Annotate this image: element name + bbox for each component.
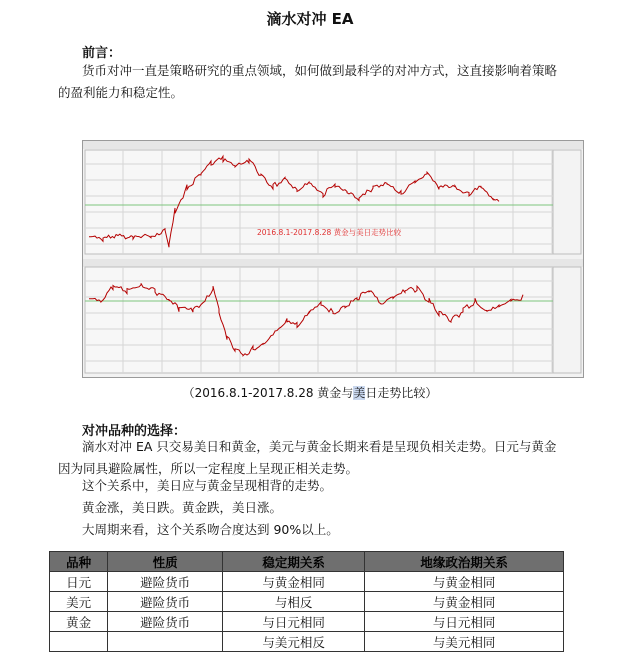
section-heading-preface: 前言： (82, 46, 122, 61)
cell-geopolitical: 与美元相同 (365, 632, 564, 652)
chart-overlay-label: 2016.8.1-2017.8.28 黄金与美日走势比较 (257, 228, 402, 237)
table-row (50, 572, 564, 592)
relationship-table (49, 551, 564, 652)
cell-stable: 与日元相同 (222, 612, 365, 632)
chart-caption (0, 384, 620, 401)
cell-nature: 避险货币 (108, 612, 222, 632)
cell-nature: 避险货币 (108, 572, 222, 592)
caption-prefix: （2016.8.1-2017.8.28 黄金与 (182, 386, 354, 400)
cell-nature (108, 632, 222, 652)
preface-paragraph: 货币对冲一直是策略研究的重点领域，如何做到最科学的对冲方式，这直接影响着策略的盈利能力和稳定性。 (58, 63, 558, 100)
relationship-line-2: 黄金涨，美日跌。黄金跌，美日涨。 (82, 500, 283, 515)
cell-instrument: 美元 (50, 592, 108, 612)
cell-stable: 与相反 (222, 592, 365, 612)
document-title: 滴水对冲 EA (266, 10, 354, 28)
cell-instrument (50, 632, 108, 652)
table-header-row (50, 552, 564, 572)
cell-instrument: 黄金 (50, 612, 108, 632)
table-row (50, 592, 564, 612)
price-comparison-chart-image (82, 140, 584, 378)
table-row (50, 632, 564, 652)
caption-suffix: 日走势比较） (365, 386, 438, 400)
table-row (50, 612, 564, 632)
header-instrument: 品种 (50, 552, 108, 572)
relationship-line-3: 大周期来看，这个关系吻合度达到 90%以上。 (82, 522, 339, 537)
header-nature: 性质 (108, 552, 222, 572)
cell-stable: 与美元相反 (222, 632, 365, 652)
cell-geopolitical: 与日元相同 (365, 612, 564, 632)
instrument-paragraph: 滴水对冲 EA 只交易美日和黄金，美元与黄金长期来看是呈现负相关走势。日元与黄金因为同具避险属性，所以一定程度上呈现正相关走势。 (58, 439, 557, 476)
header-stable-period: 稳定期关系 (222, 552, 365, 572)
cell-instrument: 日元 (50, 572, 108, 592)
header-geopolitical-period: 地缘政治期关系 (365, 552, 564, 572)
cell-nature: 避险货币 (108, 592, 222, 612)
relationship-line-1: 这个关系中，美日应与黄金呈现相背的走势。 (82, 478, 333, 493)
chart-svg (83, 141, 583, 377)
cell-geopolitical: 与黄金相同 (365, 592, 564, 612)
cell-geopolitical: 与黄金相同 (365, 572, 564, 592)
caption-highlight: 美 (353, 386, 366, 400)
section-heading-instrument-choice: 对冲品种的选择： (82, 424, 187, 439)
cell-stable: 与黄金相同 (222, 572, 365, 592)
